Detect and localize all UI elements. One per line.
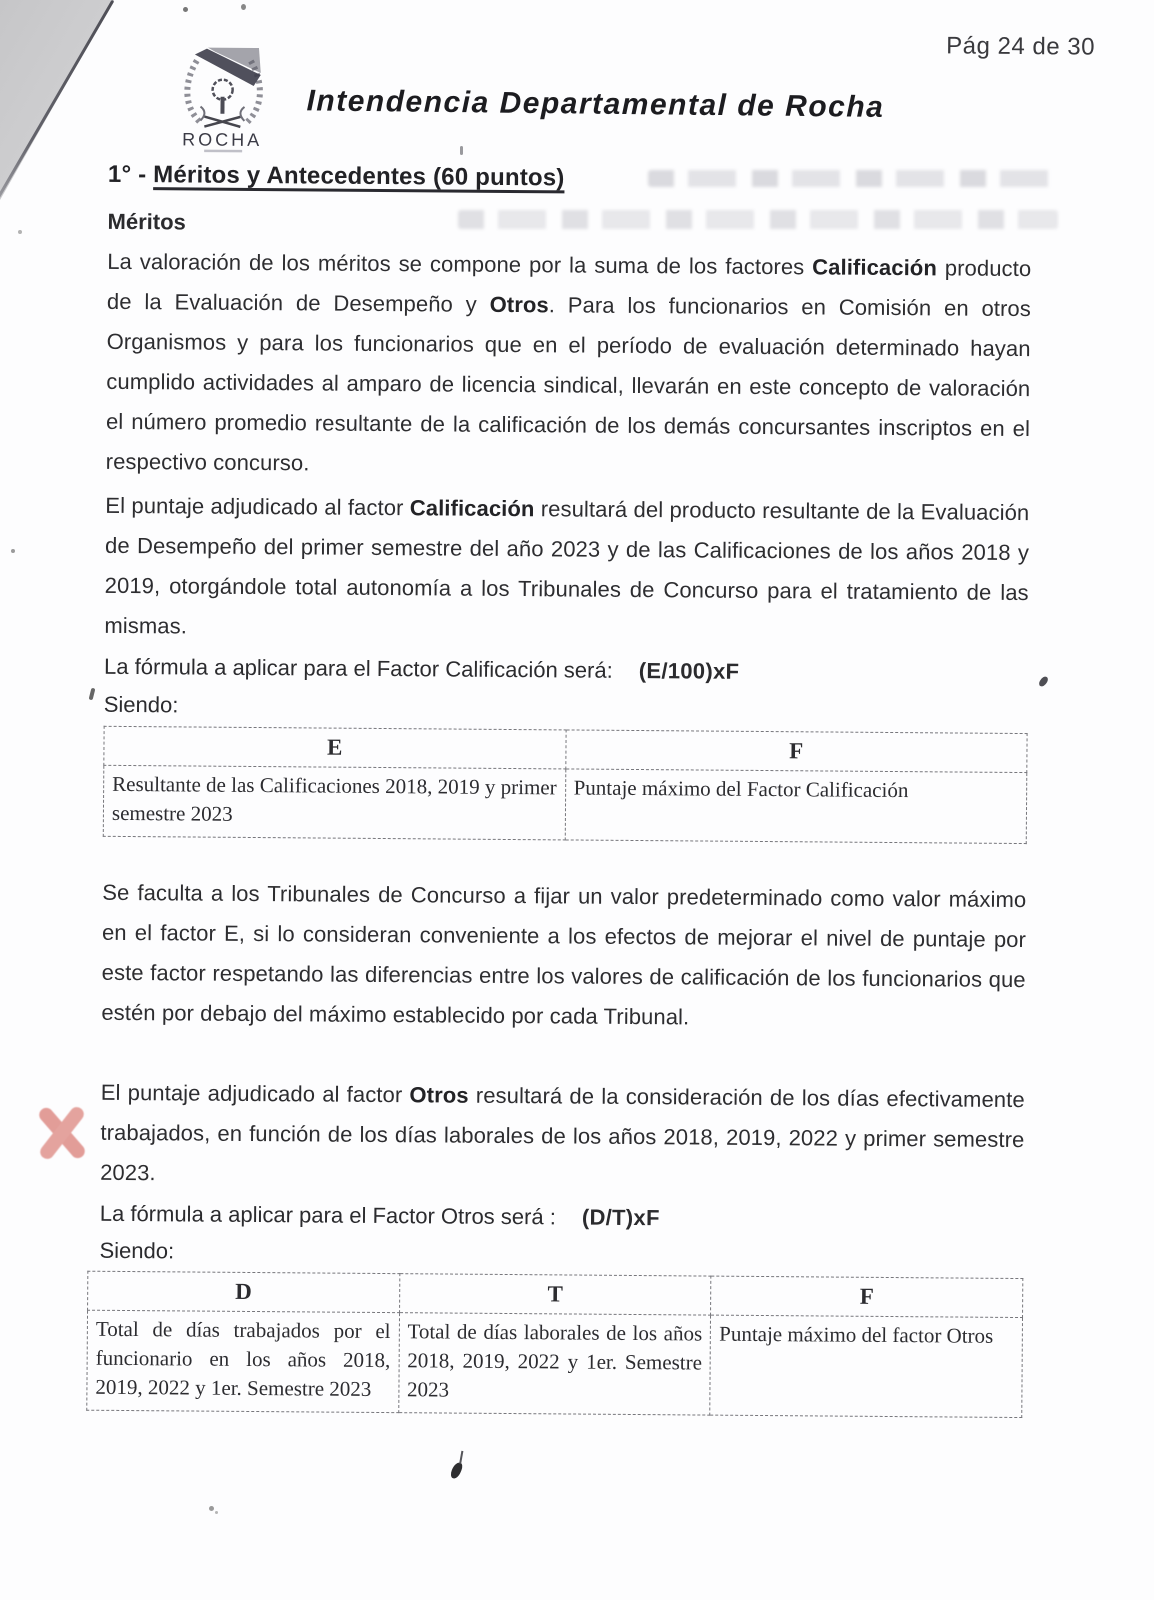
paragraph-text: . Para los funcionarios en Comisión en otros Organismos y para los funcionarios que en el período de evaluación determinado hayan cumplido actividades al amparo de licencia sindical, llevarán en este concepto de valoración el número promedio resultante de la calificación de los demás concursantes inscriptos en el respectivo concurso. [105, 292, 1032, 476]
paragraph-text: resultará de la consideración de los días efectivamente trabajados, en función de los días laborales de los años 2018, 2019, 2022 y primer semestre 2023. [100, 1082, 1025, 1186]
ink-speck [241, 4, 246, 10]
formula-value: (D/T)xF [581, 1204, 660, 1231]
crest-icon [174, 44, 273, 157]
table-row [87, 1310, 1023, 1417]
paragraph-text: El puntaje adjudicado al factor [100, 1079, 410, 1108]
rocha-crest-logo [174, 44, 273, 157]
formula-label: La fórmula a aplicar para el Factor Otros será : [99, 1200, 556, 1230]
ink-speck [1038, 675, 1049, 688]
ink-speck [89, 688, 96, 701]
logo-text: ROCHA [182, 129, 263, 151]
formula-label: La fórmula a aplicar para el Factor Calificación será: [104, 653, 613, 683]
bold-term-calificacion: Calificación [409, 495, 535, 522]
table-factor-calificacion [103, 726, 1028, 844]
ink-speck [183, 7, 188, 12]
document-content [1, 0, 1154, 1402]
header-cell-E: E [104, 726, 566, 769]
org-title: Intendencia Departamental de Rocha [306, 84, 885, 124]
siendo-label: Siendo: [99, 1237, 175, 1264]
paragraph-puntaje-calificacion [104, 486, 1029, 653]
paragraph-se-faculta: Se faculta a los Tribunales de Concurso a fijar un valor predeterminado como valor máximo en el factor E, si lo consideran conveniente a los efectos de mejorar el nivel de puntaje por este factor respetando las diferencias entre los valores de calificación de los funcionarios que estén por debajo del máximo establecido por cada Tribunal. [101, 879, 1027, 1030]
red-x-annotation-mark [34, 1098, 90, 1168]
bold-term-calificacion: Calificación [812, 254, 938, 281]
siendo-label: Siendo: [103, 691, 179, 718]
header-cell-D: D [88, 1271, 400, 1312]
page-number-label: Pág 24 de 30 [946, 32, 1096, 61]
section-heading-title: Méritos y Antecedentes (60 puntos) [153, 161, 565, 192]
paragraph-text: producto de la Evaluación de Desempeño y [106, 255, 1032, 317]
header-cell-F: F [565, 730, 1027, 773]
data-cell-F: Puntaje máximo del factor Otros [710, 1315, 1022, 1417]
ink-speck [18, 230, 22, 234]
header-cell-T: T [399, 1274, 711, 1315]
formula-line-calificacion [104, 648, 1028, 693]
data-cell-F: Puntaje máximo del Factor Calificación [565, 769, 1027, 844]
paragraph-text: resultará del producto resultante de la Evaluación de Desempeño del primer semestre del año 2023 y de las Calificaciones de los años 2018 y 2019, otorgándole total autonomía a los Tribunales de Concurso para el tratamiento de las mismas. [104, 496, 1030, 639]
ink-speck [460, 146, 463, 155]
data-cell-E: Resultante de las Calificaciones 2018, 2019 y primer semestre 2023 [103, 765, 565, 840]
header-cell-F: F [711, 1276, 1023, 1317]
ink-speck [449, 1461, 464, 1480]
ink-speck [11, 549, 15, 553]
bold-term-otros: Otros [409, 1082, 469, 1108]
section-heading [108, 160, 1032, 197]
formula-line-otros [100, 1195, 1024, 1240]
bold-term-otros: Otros [489, 291, 549, 318]
data-cell-D: Total de días trabajados por el funcionario en los años 2018, 2019, 2022 y 1er. Semestre 2023 [87, 1310, 399, 1412]
table-factor-otros [86, 1271, 1023, 1418]
table-row [103, 765, 1027, 843]
document-body [95, 160, 1032, 1418]
data-cell-T: Total de días laborales de los años 2018, 2019, 2022 y 1er. Semestre 2023 [398, 1313, 710, 1415]
paragraph-valoracion [106, 242, 1032, 489]
ink-speck [209, 1506, 214, 1511]
formula-value: (E/100)xF [638, 658, 740, 684]
paragraph-text: La valoración de los méritos se compone por la suma de los factores [107, 248, 813, 280]
section-heading-prefix: 1° - [107, 160, 154, 189]
paragraph-text: El puntaje adjudicado al factor [105, 492, 410, 521]
paragraph-puntaje-otros [100, 1073, 1025, 1200]
subheading-meritos: Méritos [107, 208, 186, 235]
